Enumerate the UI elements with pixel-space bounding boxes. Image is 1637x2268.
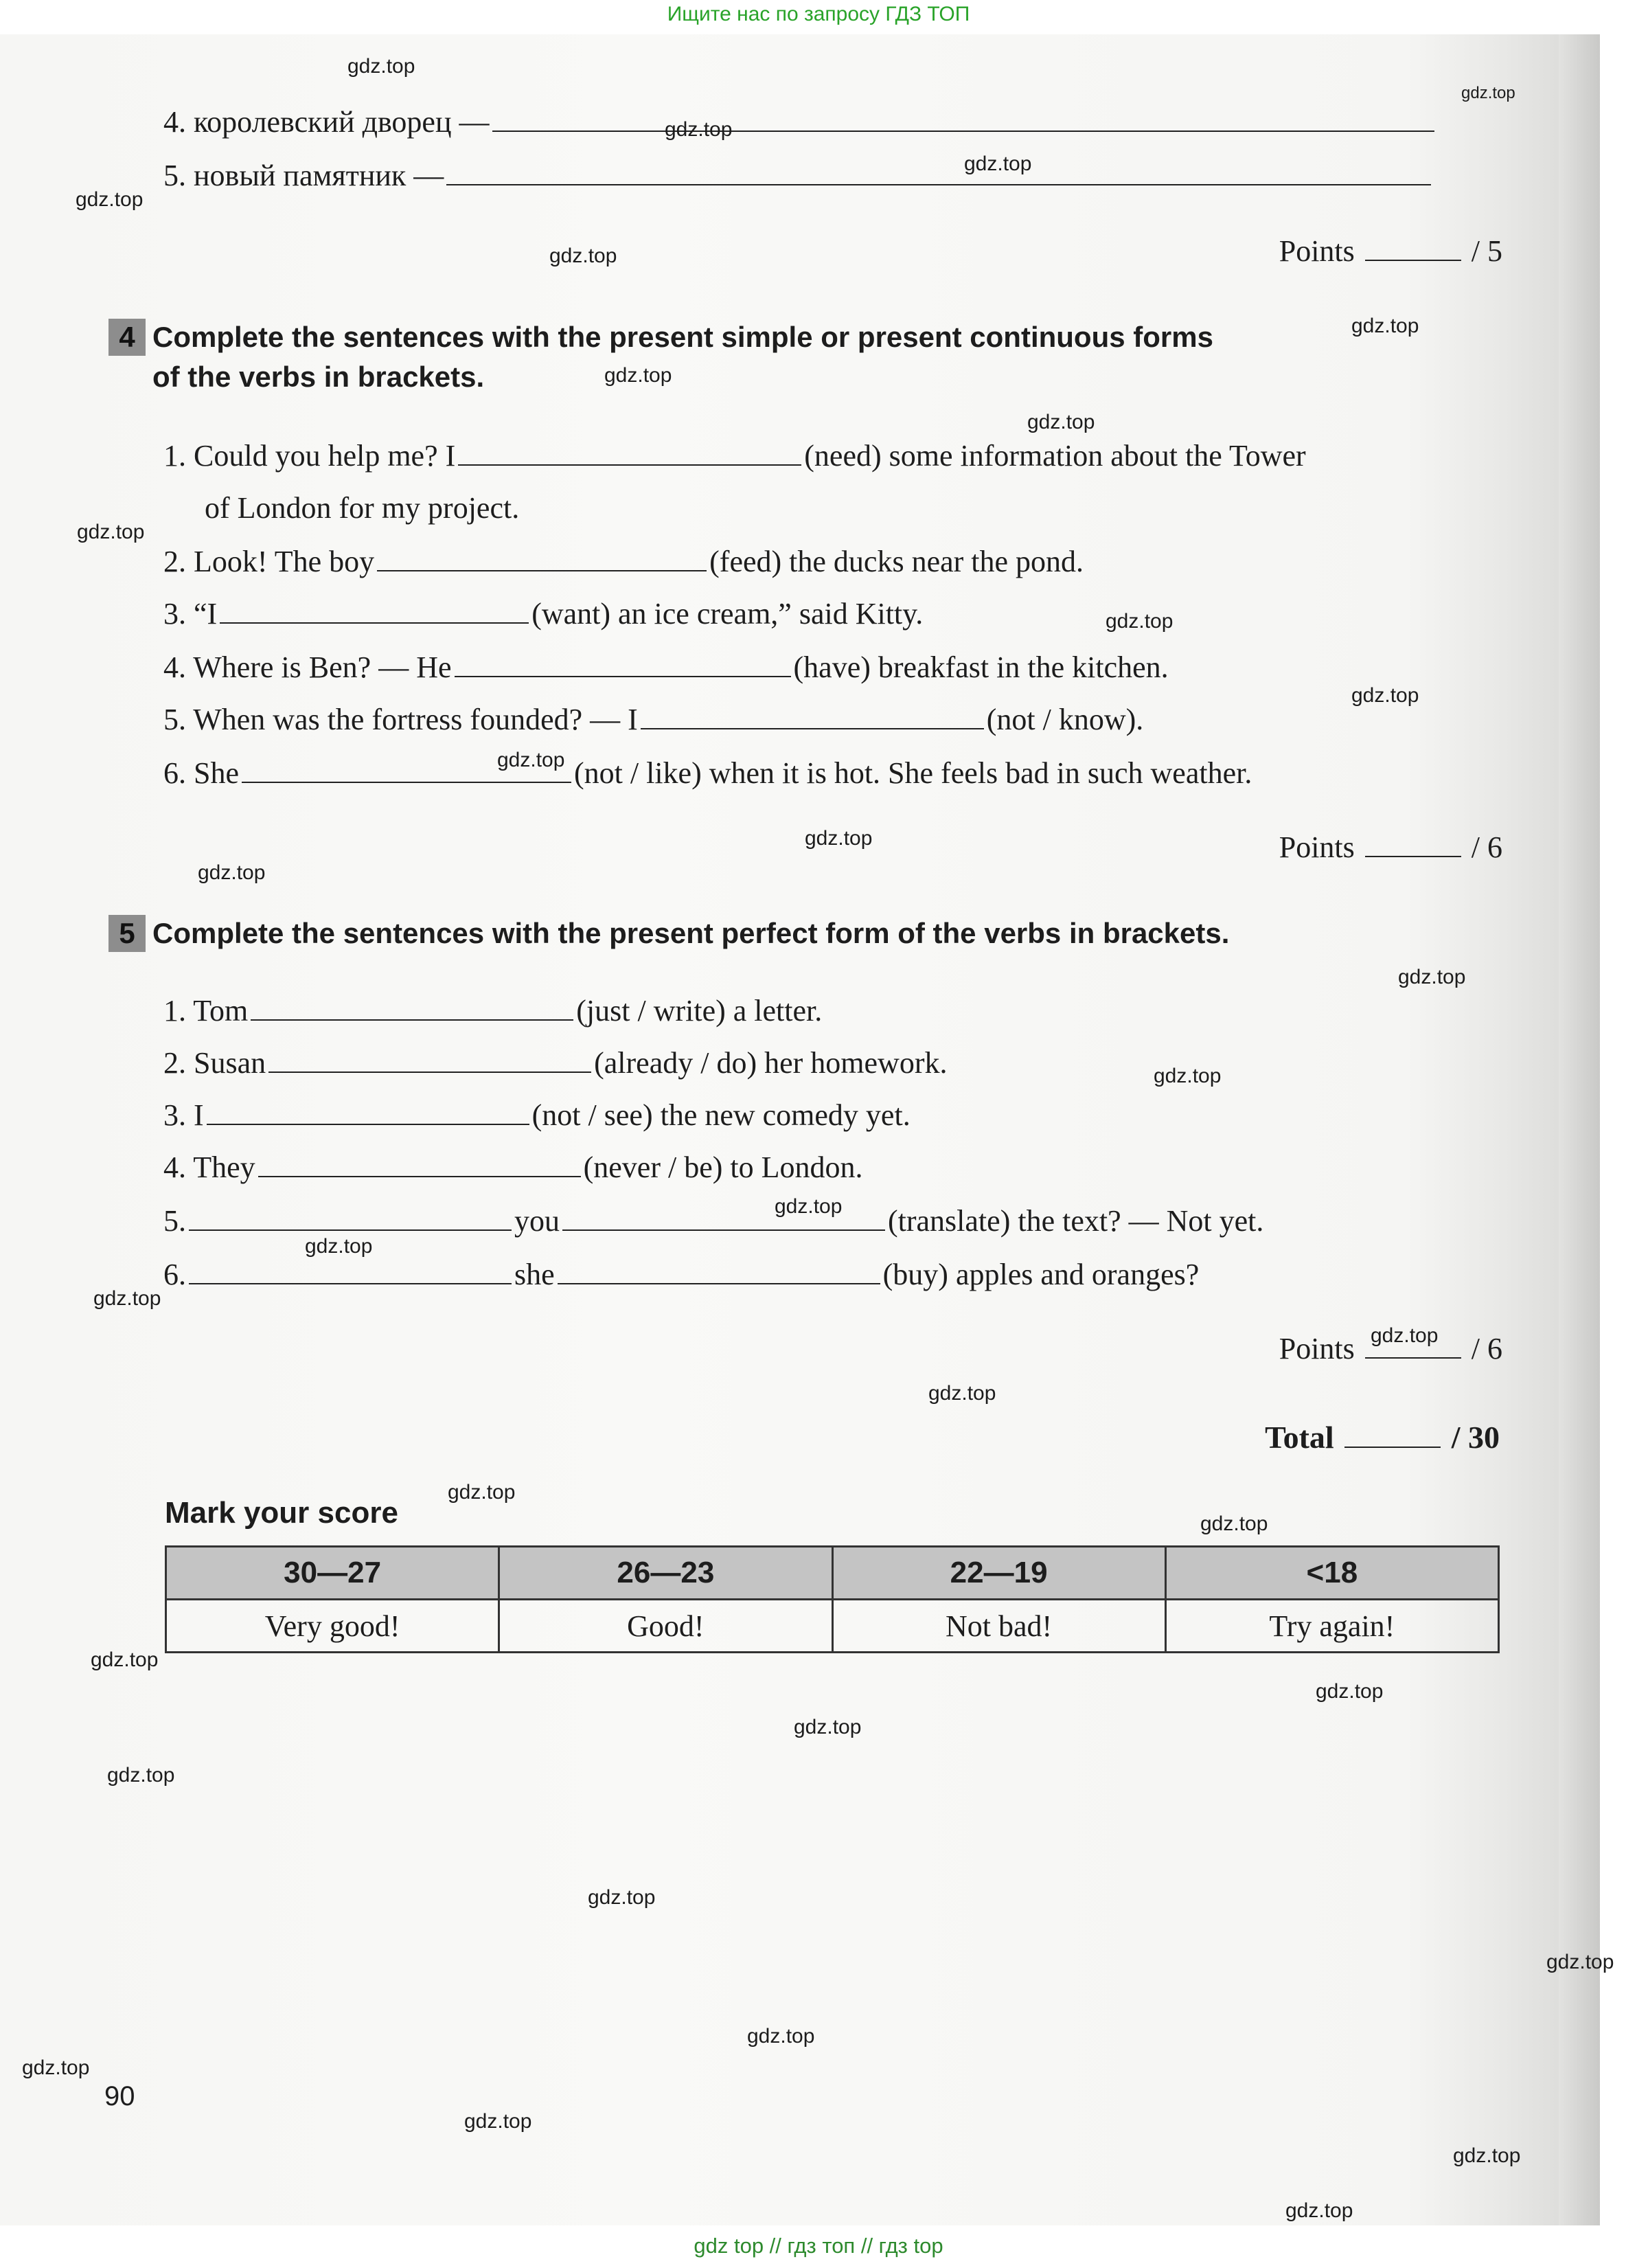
- score-range-row: [166, 1547, 1499, 1600]
- watermark: gdz.top: [549, 245, 617, 267]
- score-range: 26—23: [499, 1547, 832, 1600]
- watermark: gdz.top: [1398, 966, 1466, 988]
- answer-blank[interactable]: [558, 1282, 880, 1284]
- task5-item-5: 5. you (translate) the text? — Not yet.: [163, 1204, 1264, 1238]
- watermark: gdz.top: [198, 861, 266, 884]
- points-blank[interactable]: [1365, 259, 1461, 261]
- watermark: gdz.top: [1285, 2199, 1353, 2222]
- watermark: gdz.top: [76, 188, 144, 211]
- watermark: gdz.top: [665, 118, 733, 141]
- top-banner[interactable]: Ищите нас по запросу ГДЗ ТОП: [667, 3, 970, 25]
- task4-item-4: 4. Where is Ben? — He (have) breakfast in the kitchen.: [163, 650, 1169, 684]
- answer-blank[interactable]: [258, 1175, 581, 1177]
- answer-blank[interactable]: [220, 622, 529, 624]
- task5-header: 5 Complete the sentences with the present perfect form of the verbs in brackets.: [108, 914, 1229, 953]
- answer-blank[interactable]: [492, 130, 1434, 132]
- watermark: gdz.top: [1453, 2144, 1521, 2167]
- task3-points: Points / 5: [1279, 234, 1502, 268]
- answer-blank[interactable]: [268, 1071, 591, 1073]
- answer-blank[interactable]: [458, 464, 801, 466]
- watermark: gdz.top: [1106, 610, 1174, 633]
- task-number-badge: 5: [108, 915, 146, 952]
- watermark: gdz.top: [1371, 1324, 1439, 1347]
- watermark: gdz.top: [1351, 315, 1419, 337]
- watermark: gdz.top: [93, 1287, 161, 1310]
- points-blank[interactable]: [1365, 855, 1461, 857]
- task4-header: 4 Complete the sentences with the present simple or present continuous forms of the verbs in brackets.: [108, 317, 1213, 397]
- watermark: gdz.top: [1316, 1680, 1384, 1703]
- watermark: gdz.top: [107, 1764, 175, 1787]
- task5-item-4: 4. They (never / be) to London.: [163, 1150, 863, 1184]
- answer-blank[interactable]: [189, 1282, 512, 1284]
- watermark: gdz.top: [347, 55, 415, 78]
- watermark: gdz.top: [497, 749, 565, 771]
- task5-item-3: 3. I (not / see) the new comedy yet.: [163, 1098, 911, 1132]
- task4-item-1-cont: of London for my project.: [205, 491, 520, 525]
- score-grade-row: [166, 1600, 1499, 1653]
- task4-points: Points / 6: [1279, 830, 1502, 864]
- watermark: gdz.top: [805, 827, 873, 850]
- task4-item-2: 2. Look! The boy (feed) the ducks near the pond.: [163, 545, 1084, 578]
- watermark: gdz.top: [1546, 1951, 1614, 1973]
- task4-item-6: 6. She (not / like) when it is hot. She feels bad in such weather.: [163, 756, 1252, 790]
- score-table: [165, 1545, 1500, 1653]
- watermark: gdz.top: [91, 1648, 159, 1671]
- watermark: gdz.top: [1351, 684, 1419, 707]
- watermark: gdz.top: [964, 152, 1032, 175]
- total-score: Total / 30: [1265, 1420, 1500, 1455]
- bottom-banner[interactable]: gdz top // гдз топ // гдз top: [694, 2234, 943, 2258]
- watermark: gdz.top: [448, 1481, 516, 1504]
- answer-blank[interactable]: [455, 675, 791, 677]
- score-grade: Try again!: [1165, 1600, 1498, 1653]
- task5-item-1: 1. Tom (just / write) a letter.: [163, 994, 823, 1028]
- page-number: 90: [104, 2081, 135, 2111]
- watermark: gdz.top: [77, 521, 145, 543]
- watermark: gdz.top: [928, 1382, 996, 1405]
- watermark: gdz.top: [747, 2025, 815, 2048]
- answer-blank[interactable]: [446, 183, 1431, 185]
- book-spine-shadow: [1559, 34, 1600, 2225]
- score-range: 22—19: [832, 1547, 1165, 1600]
- points-blank[interactable]: [1365, 1357, 1461, 1359]
- task5-points: Points / 6: [1279, 1332, 1502, 1365]
- watermark: gdz.top: [1154, 1065, 1222, 1087]
- watermark: gdz.top: [464, 2110, 532, 2133]
- watermark: gdz.top: [1200, 1512, 1268, 1535]
- score-grade: Good!: [499, 1600, 832, 1653]
- task3-item-5: 5. новый памятник —: [163, 161, 1434, 191]
- score-grade: Very good!: [166, 1600, 499, 1653]
- watermark: gdz.top: [775, 1195, 843, 1218]
- watermark: gdz.top: [588, 1886, 656, 1909]
- watermark: gdz.top: [604, 364, 672, 387]
- score-range: <18: [1165, 1547, 1498, 1600]
- task4-item-3: 3. “I (want) an ice cream,” said Kitty.: [163, 597, 924, 631]
- answer-blank[interactable]: [641, 727, 984, 729]
- task4-item-1: 1. Could you help me? I (need) some information about the Tower: [163, 439, 1306, 473]
- answer-blank[interactable]: [377, 569, 707, 571]
- watermark: gdz.top: [1461, 84, 1515, 102]
- answer-blank[interactable]: [251, 1019, 573, 1021]
- answer-blank[interactable]: [242, 781, 571, 783]
- task5-item-6: 6. she (buy) apples and oranges?: [163, 1258, 1200, 1291]
- task-number-badge: 4: [108, 319, 146, 356]
- answer-blank[interactable]: [562, 1229, 885, 1231]
- task3-item-4: 4. королевский дворец —: [163, 107, 1437, 137]
- mark-your-score-title: Mark your score: [165, 1496, 398, 1530]
- watermark: gdz.top: [305, 1235, 373, 1258]
- total-blank[interactable]: [1344, 1446, 1441, 1448]
- watermark: gdz.top: [1027, 411, 1095, 433]
- task4-item-5: 5. When was the fortress founded? — I (not / know).: [163, 703, 1144, 736]
- answer-blank[interactable]: [189, 1229, 512, 1231]
- watermark: gdz.top: [794, 1716, 862, 1738]
- watermark: gdz.top: [22, 2056, 90, 2079]
- score-range: 30—27: [166, 1547, 499, 1600]
- answer-blank[interactable]: [207, 1123, 529, 1125]
- score-grade: Not bad!: [832, 1600, 1165, 1653]
- task5-item-2: 2. Susan (already / do) her homework.: [163, 1046, 948, 1080]
